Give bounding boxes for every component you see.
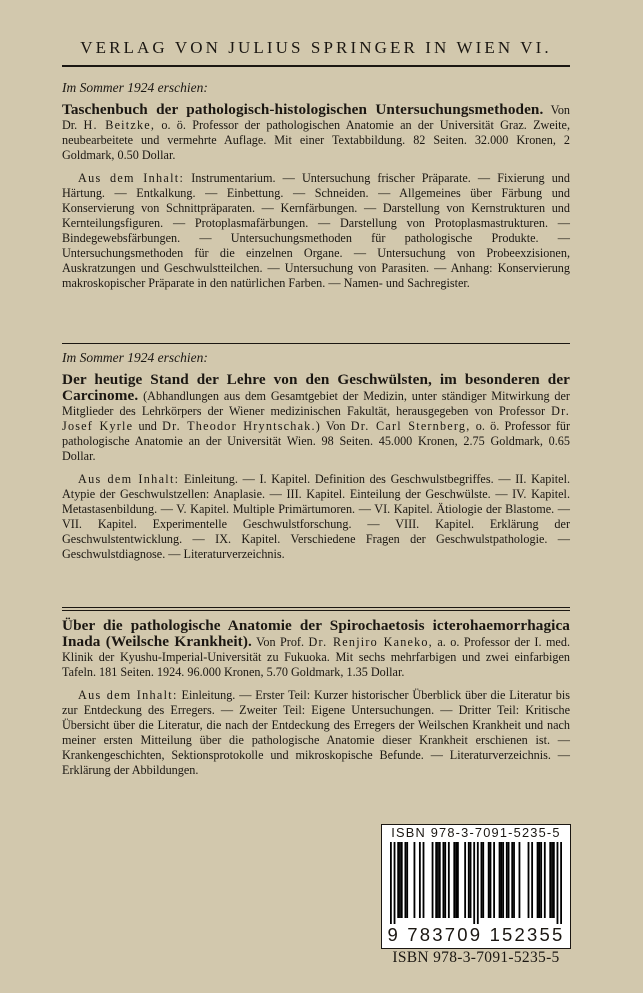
book-3-author: Dr. Renjiro Kaneko, xyxy=(308,635,433,649)
book-1-author-prefix: Von Dr. xyxy=(62,103,571,132)
book-2-editor-2: Dr. Theodor Hryntschak.) xyxy=(162,419,321,433)
barcode-bar xyxy=(540,842,542,918)
book-2-editor-join: und xyxy=(138,419,157,433)
barcode-bar xyxy=(557,842,559,924)
book-2-series: (Abhandlungen aus dem Gesamtgebiet der Medizin, unter ständiger Mitwirkung der Mitglieder des Lehrkörpers der Wiener medizinischen Fakultät, herausgegeben von Professor xyxy=(62,389,570,418)
barcode-bar xyxy=(481,842,483,918)
barcode-bar xyxy=(414,842,416,918)
barcode-bar xyxy=(477,842,479,924)
header-rule xyxy=(62,65,570,67)
barcode-bar xyxy=(443,842,445,918)
book-2-details: o. ö. Professor für pathologische Anatomie an der Universität Wien. 98 Seiten. 45.000 Kronen, 2.75 Goldmark, 0.65 Dollar. xyxy=(62,419,571,463)
book-2-contents-text: Einleitung. — I. Kapitel. Definition des Geschwulstbegriffes. — II. Kapitel. Atypie der Geschwulstzellen: Anaplasie. — III. Kapitel. Einteilung der Geschwülste. — IV. Kapitel. Metastasenbildung. — V. Kapitel. Multiple Primärtumoren. — VI. Kapitel. Ätiologie der Blastome. — VII. Kapitel. Experimentelle Geschwulstforschung. — VIII. Kapitel. Erklärung der Geschwulstentwicklung. — IX. Kapitel. Verschiedene Fragen der Geschwulstpathologie. — Geschwulstdiagnose. — Literaturverzeichnis. xyxy=(62,472,570,561)
barcode-bar xyxy=(390,842,392,924)
isbn-label: ISBN 978-3-7091-5235-5 xyxy=(392,949,560,966)
book-2-lead xyxy=(62,372,570,464)
barcode-bar xyxy=(511,842,513,918)
divider-2 xyxy=(62,607,570,611)
barcode-bar xyxy=(549,842,551,918)
book-1-intro: Im Sommer 1924 erschien: xyxy=(62,80,208,95)
book-3-details: a. o. Professor der I. med. Klinik der Kyushu-Imperial-Universität zu Fukuoka. Mit sechs mehrfarbigen und zwei einfarbigen Tafeln. 181 Seiten. 1924. 96.000 Kronen, 5.70 Goldmark, 1.35 Dollar. xyxy=(62,635,570,679)
book-2-contents xyxy=(62,472,570,562)
barcode-bar xyxy=(468,842,470,918)
barcode-bar xyxy=(404,842,406,918)
book-entry-2 xyxy=(62,350,570,562)
barcode-bar xyxy=(453,842,455,918)
book-1-contents-text: Instrumentarium. — Untersuchung frischer Präparate. — Fixierung und Härtung. — Entkalkung. — Einbettung. — Schneiden. — Allgemeines über Färbung und Konservierung von Schnittpräparaten. — Kernfärbungen. — Darstellung von Kernstrukturen und Kernteilungsfiguren. — Protoplasmafärbungen. — Darstellung von Protoplasmastrukturen. — Bindegewebsfärbungen. — Untersuchungsmethoden für pathologische Produkte. — Untersuchungsmethoden für die einzelnen Organe. — Untersuchung von Probeexzisionen, Auskratzungen und Geschwulstteilchen. — Untersuchung von Parasiten. — Anhang: Konservierung makroskopischer Präparate in den natürlichen Farben. — Namen- und Sachregister. xyxy=(62,171,570,290)
barcode-bar xyxy=(502,842,504,918)
book-1-contents xyxy=(62,171,570,291)
barcode-bar xyxy=(406,842,408,918)
book-2-author-prefix: Von xyxy=(326,419,346,433)
book-1-lead xyxy=(62,102,570,163)
barcode-bar xyxy=(423,842,425,918)
barcode-bar xyxy=(500,842,502,918)
book-entry-3 xyxy=(62,618,570,778)
barcode-bar xyxy=(482,842,484,918)
book-2-editor-1: Dr. Josef Kyrle xyxy=(62,404,570,433)
barcode-bar xyxy=(399,842,401,918)
book-3-lead xyxy=(62,618,570,680)
book-3-contents-text: Einleitung. — Erster Teil: Kurzer historischer Überblick über die Literatur bis zur Entdeckung des Erregers. — Zweiter Teil: Eigene Untersuchungen. — Dritter Teil: Kritische Übersicht über die Literatur, die nach der Entdeckung des Erregers der Weilschen Krankheit und nach meiner ersten Mitteilung über die pathologische Anatomie dieser Krankheit erschienen ist. — Krankengeschichten, Sektionsprotokolle und mikroskopische Befunde. — Literaturverzeichnis. — Erklärung der Abbildungen. xyxy=(62,688,571,777)
barcode-bar xyxy=(513,842,515,918)
barcode-bar xyxy=(528,842,530,918)
publisher-header: VERLAG VON JULIUS SPRINGER IN WIEN VI. xyxy=(80,38,552,57)
barcode-bar xyxy=(551,842,553,918)
book-3-author-prefix: Von Prof. xyxy=(256,635,305,649)
barcode-bar xyxy=(397,842,399,918)
book-1-contents-label: Aus dem Inhalt: xyxy=(78,171,185,185)
barcode-bar xyxy=(538,842,540,918)
book-2-title: Der heutige Stand der Lehre von den Geschwülsten, im besonderen der Carcinome. xyxy=(62,371,570,404)
barcode-bar xyxy=(437,842,439,918)
book-3-contents xyxy=(62,688,570,778)
barcode-bar xyxy=(537,842,539,918)
barcode-bar xyxy=(457,842,459,918)
book-2-intro: Im Sommer 1924 erschien: xyxy=(62,350,208,365)
barcode-bar xyxy=(401,842,403,918)
barcode-box xyxy=(381,824,571,949)
barcode-bars xyxy=(390,842,562,924)
book-1-title: Taschenbuch der pathologisch-histologischen Untersuchungsmethoden. xyxy=(62,101,544,118)
barcode-bar xyxy=(473,842,475,924)
barcode-bar xyxy=(470,842,472,918)
barcode-bar xyxy=(435,842,437,918)
barcode-digits: 9 783709 152355 xyxy=(387,924,565,945)
barcode-isbn-top: ISBN 978-3-7091-5235-5 xyxy=(391,825,561,840)
barcode-bar xyxy=(531,842,533,918)
barcode-bar xyxy=(493,842,495,918)
barcode-bar xyxy=(448,842,450,918)
barcode-bar xyxy=(439,842,441,918)
barcode-bar xyxy=(490,842,492,918)
divider-1 xyxy=(62,343,570,344)
barcode-bar xyxy=(488,842,490,918)
book-3-title: Über die pathologische Anatomie der Spirochaetosis icterohaemorrhagica Inada (Weilsche Krankheit). xyxy=(62,617,570,650)
barcode-bar xyxy=(544,842,546,918)
book-3-contents-label: Aus dem Inhalt: xyxy=(78,688,178,702)
book-1-details: o. ö. Professor der pathologischen Anatomie an der Universität Graz. Zweite, neubearbeitete und vermehrte Auflage. Mit einer Textabbildung. 82 Seiten. 32.000 Kronen, 2 Goldmark, 0.50 Dollar. xyxy=(62,118,570,162)
barcode-bar xyxy=(519,842,521,918)
barcode-bar xyxy=(394,842,396,924)
barcode-bar xyxy=(455,842,457,918)
barcode-bar xyxy=(553,842,555,918)
barcode-bar xyxy=(432,842,434,918)
barcode-bar xyxy=(464,842,466,918)
barcode-bar xyxy=(506,842,508,918)
book-1-author: H. Beitzke, xyxy=(83,118,156,132)
barcode-bar xyxy=(419,842,421,918)
book-2-author: Dr. Carl Sternberg, xyxy=(350,419,471,433)
book-2-contents-label: Aus dem Inhalt: xyxy=(78,472,180,486)
barcode-bar xyxy=(499,842,501,918)
book-entry-1 xyxy=(62,80,570,291)
barcode-bar xyxy=(508,842,510,918)
barcode-bar xyxy=(444,842,446,918)
barcode-bar xyxy=(560,842,562,924)
